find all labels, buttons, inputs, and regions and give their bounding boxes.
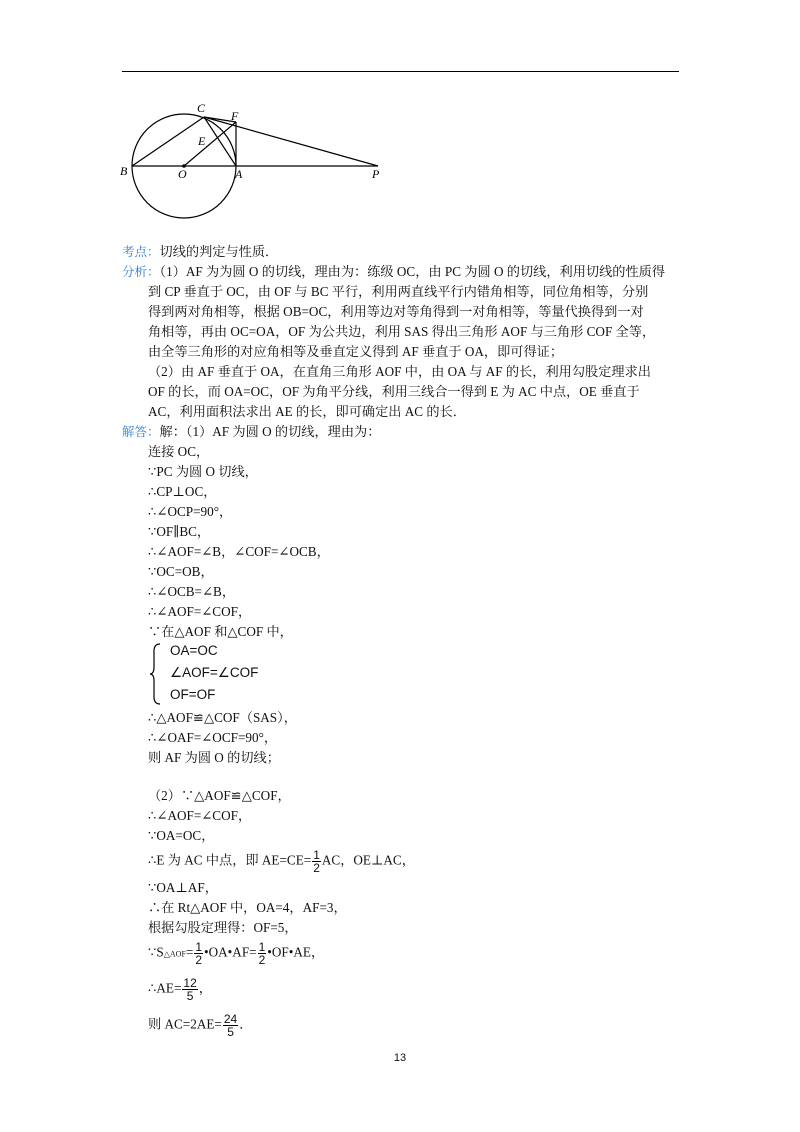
- fraction: [312, 849, 321, 874]
- solution-line: ∴∠OAF=∠OCF=90°，: [148, 730, 278, 745]
- area-equation-line: [148, 941, 324, 966]
- fenxi-line: （1）AF 为为圆 O 的切线，理由为：练级 OC，由 PC 为圆 O 的切线，利用切线的性质得: [159, 264, 666, 279]
- solution-line: ∴CP⊥OC，: [148, 484, 217, 499]
- fenxi-line: AC，利用面积法求出 AE 的长，即可确定出 AC 的长．: [148, 404, 466, 419]
- line-of: [184, 122, 236, 166]
- fenxi-row-0: [122, 263, 665, 281]
- fraction-num: 1: [195, 940, 203, 954]
- fenxi-line: 得到两对角相等，根据 OB=OC，利用等边对等角得到一对角相等，等量代换得到一对: [148, 304, 644, 319]
- area-pre: ∵S: [148, 944, 164, 960]
- point-label-p: P: [372, 167, 380, 181]
- fraction-den: 2: [195, 953, 203, 967]
- fraction-den: 5: [186, 989, 194, 1003]
- area-post: •OF•AE，: [267, 944, 325, 960]
- system-eq: OA=OC: [170, 643, 218, 658]
- ae-value-line: [148, 977, 212, 1002]
- fenxi-line: 到 CP 垂直于 OC，由 OF 与 BC 平行，利用两直线平行内错角相等，同位角相等，分别: [148, 284, 649, 299]
- ac-val-pre: 则 AC=2AE=: [148, 1016, 222, 1032]
- fenxi-line: OF 的长，而 OA=OC，OF 为角平分线，利用三线合一得到 E 为 AC 中点，OE 垂直于: [148, 384, 640, 399]
- solution-line: ∴△AOF≌△COF（SAS），: [148, 710, 297, 725]
- solution-line: （2）∵△AOF≌△COF，: [148, 788, 291, 803]
- system-eq: ∠AOF=∠COF: [170, 665, 259, 680]
- ae-midpoint-line: [148, 849, 415, 874]
- header-rule: [122, 71, 679, 72]
- system-eq: OF=OF: [170, 687, 216, 702]
- fraction-num: 12: [183, 976, 197, 990]
- point-label-o: O: [178, 167, 187, 181]
- solution-line: 根据勾股定理得：OF=5，: [148, 920, 298, 935]
- fraction-num: 24: [223, 1012, 238, 1026]
- ac-value-line: [148, 1013, 252, 1038]
- point-label-f: F: [231, 109, 239, 123]
- kaodian-text: 切线的判定与性质．: [159, 244, 279, 259]
- fraction-den: 2: [258, 953, 266, 967]
- solution-line: ∴∠OCP=90°，: [148, 504, 233, 519]
- fraction-den: 5: [227, 1025, 234, 1039]
- solution-line: ∵OA=OC，: [148, 828, 215, 843]
- jieda-row-0: [122, 423, 380, 441]
- ac-val-post: ．: [239, 1016, 253, 1032]
- ae-post: AC，OE⊥AC，: [321, 852, 415, 868]
- area-sub: △AOF: [163, 949, 186, 959]
- solution-line: ∴∠AOF=∠COF，: [148, 604, 252, 619]
- fraction-den: 2: [313, 861, 320, 875]
- ae-val-pre: ∴AE=: [148, 980, 182, 996]
- solution-line: ∵在△AOF 和△COF 中，: [148, 624, 293, 639]
- solution-line: ∵PC 为圆 O 切线，: [148, 464, 258, 479]
- fraction-num: 1: [258, 940, 266, 954]
- fraction-num: 1: [313, 848, 320, 862]
- left-brace-icon: [148, 643, 164, 705]
- solution-line: ∴∠OCB=∠B，: [148, 584, 236, 599]
- solution-line: ∴∠AOF=∠B，∠COF=∠OCB，: [148, 544, 330, 559]
- ae-val-post: ，: [198, 980, 212, 996]
- geometry-figure: [112, 98, 397, 223]
- point-label-a: A: [235, 167, 243, 181]
- solution-line: 则 AF 为圆 O 的切线；: [148, 750, 280, 765]
- fraction: [182, 977, 197, 1002]
- solution-line: ∵OA⊥AF，: [148, 880, 218, 895]
- fenxi-label: 分析：: [122, 265, 160, 279]
- page-number: 13: [393, 1052, 407, 1064]
- area-mid: •OA•AF=: [204, 944, 257, 960]
- ae-pre: ∴E 为 AC 中点，即 AE=CE=: [148, 852, 312, 868]
- jieda-first-line: 解：（1）AF 为圆 O 的切线，理由为：: [159, 424, 381, 439]
- fenxi-line: （2）由 AF 垂直于 OA，在直角三角形 AOF 中，由 OA 与 AF 的长，利用勾股定理求出: [148, 364, 651, 379]
- area-eq: =: [185, 944, 194, 960]
- jieda-label: 解答：: [122, 425, 160, 439]
- point-label-e: E: [198, 134, 206, 148]
- kaodian-row: [122, 243, 278, 261]
- solution-line: ∵OC=OB，: [148, 564, 214, 579]
- fenxi-line: 角相等，再由 OC=OA，OF 为公共边，利用 SAS 得出三角形 AOF 与三角形 COF 全等，: [148, 324, 656, 339]
- fraction: [223, 1013, 238, 1038]
- fraction: [194, 941, 203, 966]
- solution-line: ∵OF∥BC，: [148, 524, 211, 539]
- fenxi-line: 由全等三角形的对应角相等及垂直定义得到 AF 垂直于 OA，即可得证；: [148, 344, 564, 359]
- solution-line: ∴∠AOF=∠COF，: [148, 808, 252, 823]
- point-label-b: B: [120, 164, 128, 178]
- solution-line: ∴在 Rt△AOF 中，OA=4，AF=3，: [148, 900, 347, 915]
- point-label-c: C: [197, 101, 206, 115]
- kaodian-label: 考点：: [122, 245, 160, 259]
- fraction: [258, 941, 267, 966]
- solution-line: 连接 OC，: [148, 444, 210, 459]
